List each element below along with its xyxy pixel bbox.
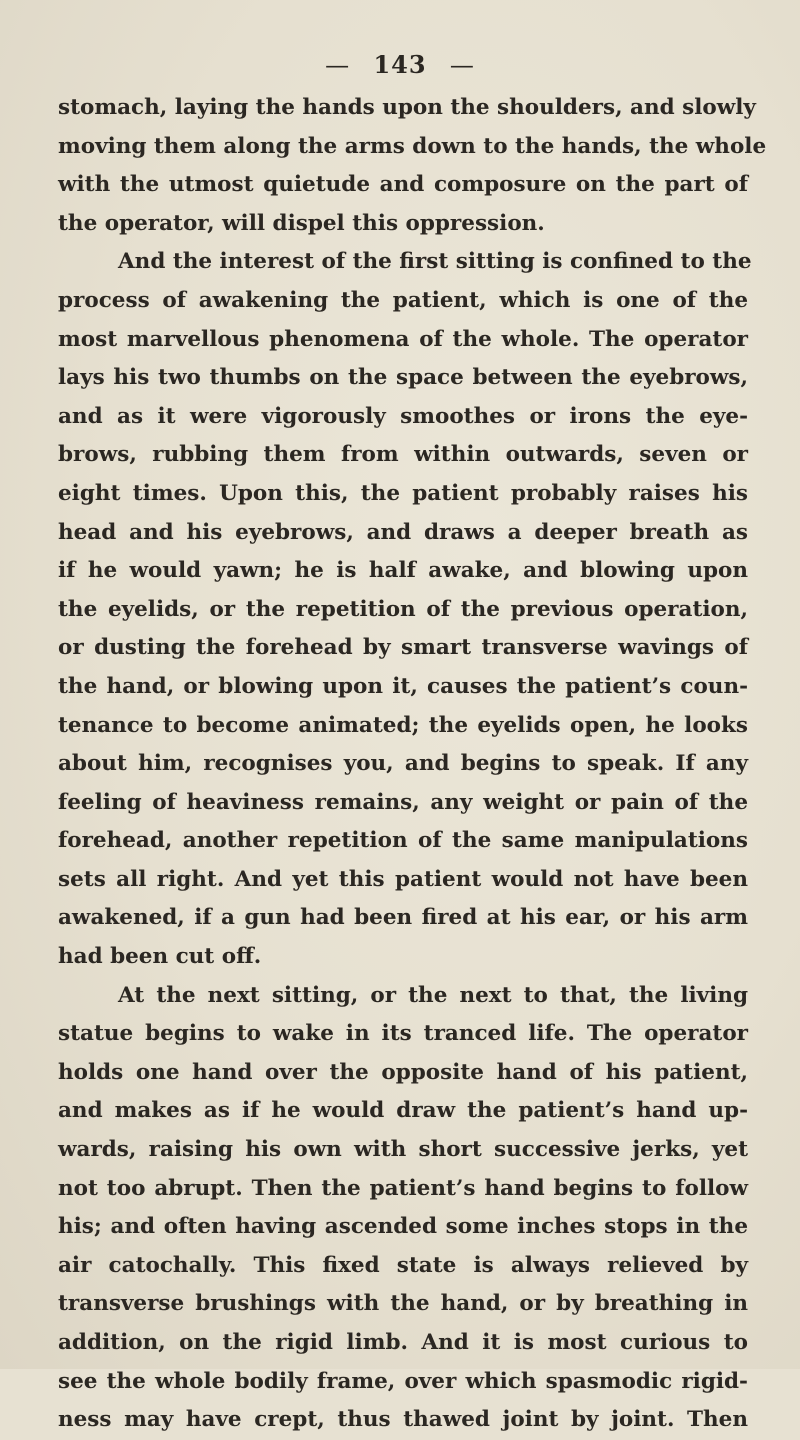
text-line: transverse brushings with the hand, or by breathing in [58,1291,748,1317]
text-line: moving them along the arms down to the hands, the whole [58,133,767,159]
text-line: with the utmost quietude and composure on the part of [58,172,748,198]
text-line: the operator, will dispel this oppression. [58,210,545,236]
paragraph [58,89,767,243]
header-left-dash: — [325,51,351,79]
text-line: lays his two thumbs on the space between the eyebrows, [58,365,748,391]
text-line: and makes as if he would draw the patient’s hand up- [58,1098,748,1124]
text-body [58,89,767,1440]
text-line: ness may have crept, thus thawed joint by joint. Then [58,1407,748,1433]
text-line: sets all right. And yet this patient would not have been [58,866,748,892]
text-line: or dusting the forehead by smart transverse wavings of [58,635,748,661]
text-line: see the whole bodily frame, over which spasmodic rigid- [58,1368,748,1394]
text-line: tenance to become animated; the eyelids open, he looks [58,712,748,738]
text-line: feeling of heaviness remains, any weight or pain of the [58,789,748,815]
text-line: and as it were vigorously smoothes or irons the eye- [58,403,748,429]
text-line: And the interest of the first sitting is confined to the [118,249,752,275]
header-right-dash: — [449,51,475,79]
text-line: not too abrupt. Then the patient’s hand begins to follow [58,1175,748,1201]
paragraph [58,243,752,976]
text-line: At the next sitting, or the next to that, the living [118,982,748,1008]
text-line: forehead, another repetition of the same manipulations [58,828,748,854]
text-line: if he would yawn; he is half awake, and blowing upon [58,558,748,584]
paragraph [58,977,748,1440]
page-number: 143 [373,50,427,79]
text-line: air catochally. This fixed state is always relieved by [58,1252,748,1278]
text-line: most marvellous phenomena of the whole. The operator [58,326,748,352]
text-line: the hand, or blowing upon it, causes the patient’s coun- [58,673,748,699]
text-line: addition, on the rigid limb. And it is most curious to [58,1330,748,1355]
text-line: about him, recognises you, and begins to speak. If any [58,751,748,777]
text-line: awakened, if a gun had been fired at his ear, or his arm [58,905,748,931]
page-header [0,50,800,79]
text-line: statue begins to wake in its tranced life. The operator [58,1021,748,1047]
text-line: wards, raising his own with short successive jerks, yet [58,1137,748,1163]
text-line: head and his eyebrows, and draws a deeper breath as [58,519,748,545]
text-line: his; and often having ascended some inches stops in the [58,1214,748,1240]
text-line: eight times. Upon this, the patient probably raises his [58,480,748,506]
text-line: process of awakening the patient, which is one of the [58,287,748,313]
text-line: stomach, laying the hands upon the shoulders, and slowly [58,95,756,120]
text-line: the eyelids, or the repetition of the previous operation, [58,596,748,622]
text-line: had been cut off. [58,944,262,970]
text-line: holds one hand over the opposite hand of his patient, [58,1059,748,1085]
text-line: brows, rubbing them from within outwards, seven or [58,442,748,468]
